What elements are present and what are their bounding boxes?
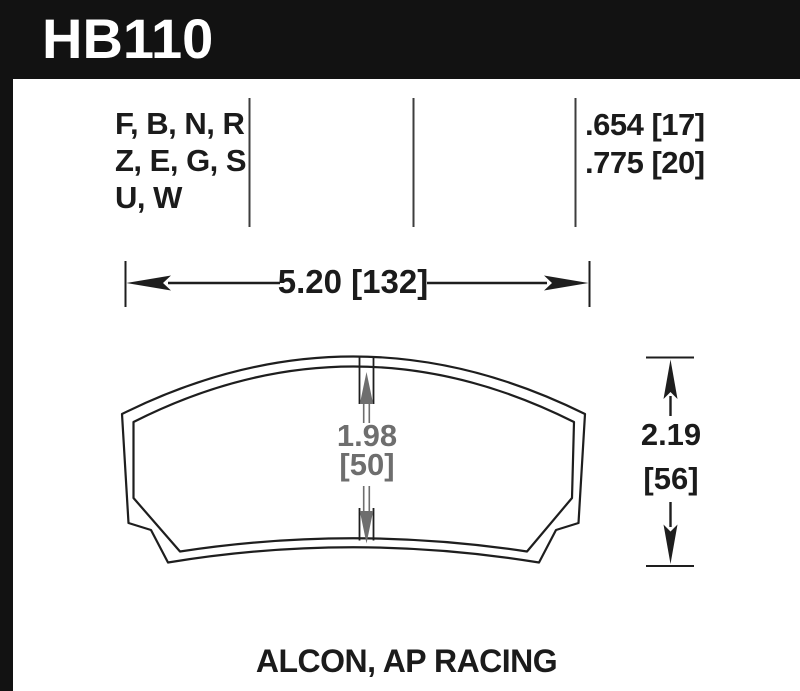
compound-codes-line-3: U, W [115,180,182,215]
compound-codes-line-1: F, B, N, R [115,106,245,141]
arrow-up-icon [664,360,678,400]
arrow-up-icon-gray [360,372,373,404]
center-height-metric: [50] [339,447,395,482]
part-number: HB110 [42,7,214,70]
pad-thickness-line-1: .654 [17] [585,107,705,142]
arrow-right-icon [544,276,589,291]
width-dimension-label: 5.20 [132] [277,263,429,300]
center-height-value: 1.98 [336,418,398,453]
caliper-applications-label: ALCON, AP RACING [255,643,558,679]
overall-height-metric: [56] [643,461,699,496]
overall-height-value: 2.19 [640,417,702,452]
arrow-down-icon [664,525,678,565]
pad-thickness-line-2: .775 [20] [585,145,705,180]
arrow-left-icon [127,276,172,291]
compound-codes-line-2: Z, E, G, S [115,143,247,178]
